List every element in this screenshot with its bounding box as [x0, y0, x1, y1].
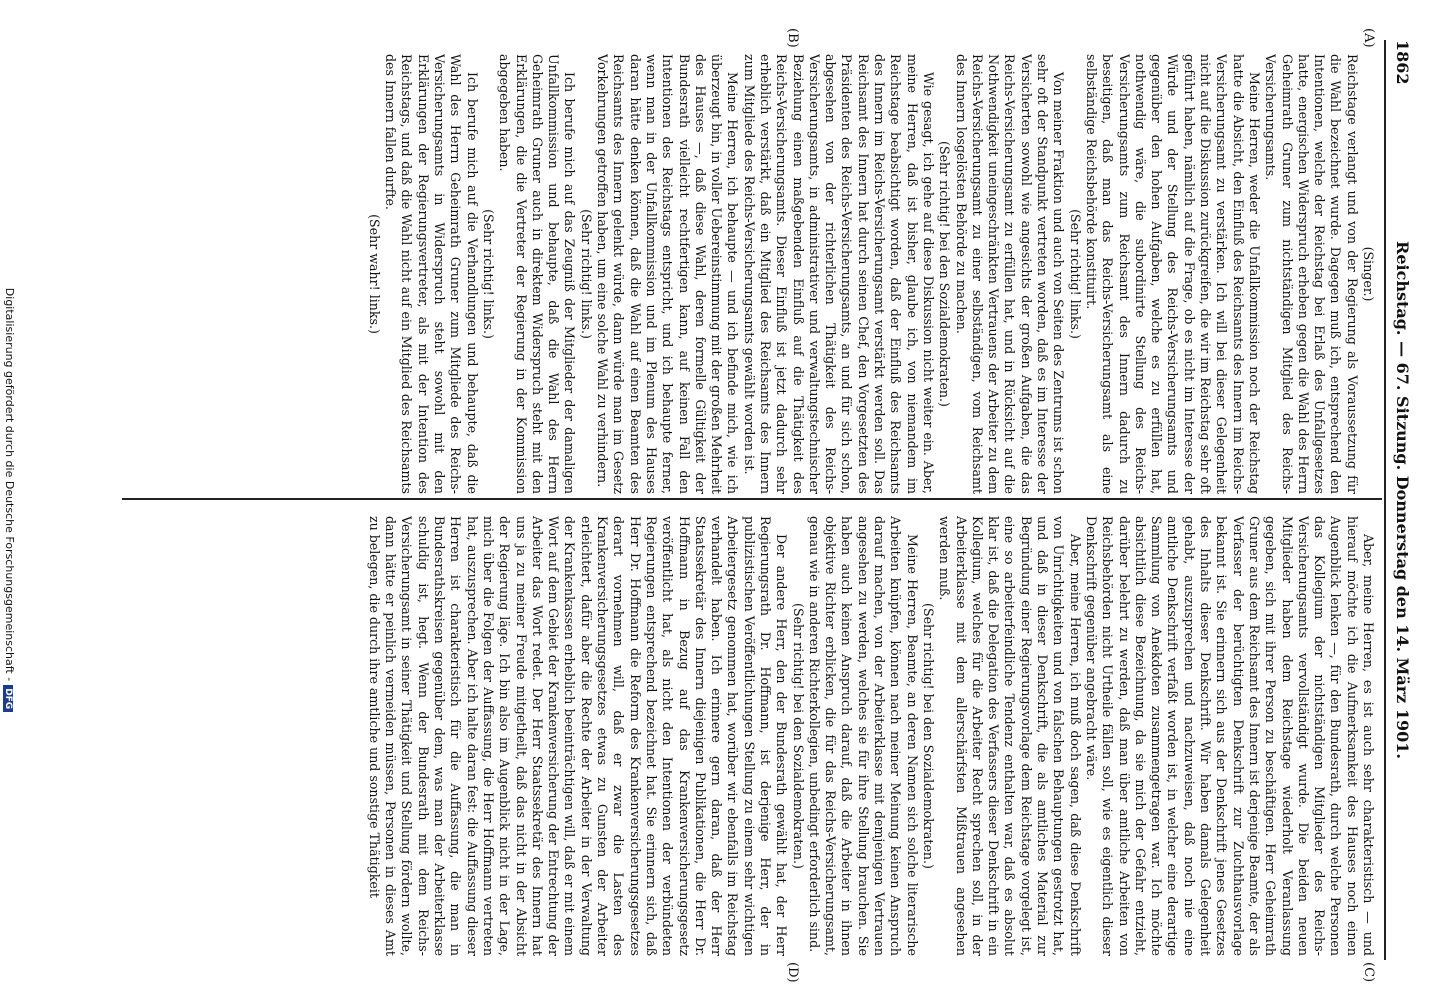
page-number: 1862 — [1393, 40, 1412, 85]
paragraph: Meine Herren, ich behaupte — und ich befinde mich, wie ich überzeugt bin, in voller Uebereinstimmung mit der großen Mehrheit des Hauses —, daß diese Wahl, deren formelle Gültigkeit der Bundesrath vielleicht rechtfertigen kann, auf keinen Fall den Intentionen des Reichstags entspricht, und ich behaupte ferner, wenn man in der Unfallkommission und im Plenum des Hauses daran hätte denken können, daß die Wahl auf einen Beamten des Reichsamts des Innern gelenkt würde, dann würde man im Gesetz Vorkehrungen getroffen haben, um eine solche Wahl zu verhindern. — [595, 54, 741, 494]
margin-marker-c: (C) — [1361, 962, 1376, 983]
left-text-column — [116, 54, 1376, 494]
interjection: (Sehr richtig! links.) — [1067, 209, 1083, 339]
interjection: (Singer.) — [1361, 246, 1376, 302]
footer-text: Digitalisierung gefördert durch die Deutsche Forschungsgemeinschaft - — [3, 287, 16, 682]
page-header — [1382, 40, 1412, 960]
right-text-column — [116, 516, 1376, 956]
interjection: (Sehr richtig! links.) — [578, 209, 594, 339]
interjection: (Sehr richtig! links.) — [480, 209, 496, 339]
paragraph: Aber, meine Herren, es ist auch sehr charakteristisch — und hierauf möchte ich die Aufmerksamkeit des Hauses noch einen Augenblick lenken —, für den Bundesrath, durch welche Personen das Kollegium der nichtständigen Mitglieder des Reichs-Versicherungsamts vervollständigt wurde. Die beiden neuen Mitglieder haben dem Reichstage wiederholt Veranlassung gegeben, sich mit ihrer Person zu beschäftigen. Herr Geheimrath Gruner aus dem Reichsamt des Innern ist derjenige Beamte, der als Verfasser der berüchtigten Denkschrift zur Zuchthausvorlage bekannt ist. Sie erinnern sich aus der Denkschrift jenes Gesetzes des Inhalts dieser Denkschrift. Wir haben damals Gelegenheit gehabt, auszusprechen und nachzuweisen, daß noch nie eine amtliche Denkschrift verfaßt worden ist, in welcher eine derartige Sammlung von Anekdoten zusammengetragen war. Ich möchte absichtlich diese Bezeichnung, da sie mich der Gefahr entzieht, darüber belehrt zu werden, daß man über amtliche Arbeiten von Reichsbehörden nicht Urtheile fällen soll, wie es eigentlich dieser Denkschrift gegenüber angebracht wäre. — [1083, 516, 1376, 956]
paragraph: Von meiner Fraktion und auch von Seiten des Zentrums ist schon sehr oft der Standpunkt vertreten worden, daß es im Interesse der Versicherten sowohl wie angesichts der großen Aufgaben, die das Reichs-Versicherungsamt zu erfüllen hat, und in Rücksicht auf die Nothwendigkeit uneingeschränkten Vertrauens der Arbeiter zu dem Reichs-Versicherungsamt zu einer selbständigen, vom Reichsamt des Innern losgelösten Behörde zu machen. — [953, 54, 1067, 494]
paragraph: Ich berufe mich auf das Zeugniß der Mitglieder der damaligen Unfallkommission und behaupte, daß die Wahl des Herrn Geheimrath Gruner auch in direktem Widerspruch steht mit den Erklärungen, die die Vertreter der Regierung in der Kommission abgegeben haben. — [497, 54, 578, 494]
paragraph: Ich berufe mich auf die Verhandlungen und behaupte, daß die Wahl des Herrn Geheimrath Gruner zum Mitgliede des Reichs-Versicherungsamts in Widerspruch steht sowohl mit den Erklärungen der Regierungsvertreter, als mit der Intention des Reichstags, und daß die Wahl nicht auf ein Mitglied des Reichsamts des Innern fallen durfte. — [383, 54, 480, 494]
interjection: (Sehr richtig! bei den Sozialdemokraten.) — [937, 141, 953, 407]
margin-marker-a: (A) — [1361, 28, 1376, 48]
digitization-footer — [3, 0, 16, 1000]
header-rule — [1384, 40, 1386, 960]
paragraph: Der andere Herr, den der Bundesrath gewählt hat, der Herr Regierungsrath Dr. Hoffmann, ist derjenige Herr, der in publizistischen Veröffentlichungen Stellung zu einem sehr wichtigen Arbeitergesetz genommen hat, worüber wir ebenfalls im Reichstag verhandelt haben. Ich erinnere gern daran, daß der Herr Staatssekretär des Innern diejenigen Publikationen, die Herr Dr. Hoffmann in Bezug auf das Krankenversicherungsgesetz veröffentlicht hat, als nicht den Intentionen der verbündeten Regierungen entsprechend bezeichnet hat. Sie erinnern sich, daß Herr Dr. Hoffmann die Reform des Krankenversicherungsgesetzes derart vornehmen will, daß er zwar die Lasten des Krankenversicherungsgesetzes etwas zu Gunsten der Arbeiter erleichtert, dafür aber die Rechte der Arbeiter in der Verwaltung der Krankenkassen erheblich beeinträchtigen will, daß er mit einem Wort auf dem Gebiet der Krankenversicherung der Entrechtung der Arbeiter das Wort redet. Der Herr Staatssekretär des Innern hat uns ja zu meiner Freude mitgetheilt, daß das nicht in der Absicht der Regierung läge. Ich bin also im Augenblick nicht in der Lage, mich über die Folgen der Auffassung, die Herr Hoffmann vertreten hat, auszusprechen. Aber ich halte daran fest: die Auffassung dieser Herren ist charakteristisch für die Auffassung, die man in Bundesrathskreisen gegenüber dem, was man der Arbeiterklasse schuldig ist, hegt. Wenn der Bundesrath mit dem Reichs-Versicherungsamt in seiner Thätigkeit und Stellung fördern wollte, dann hätte er peinlich vermeiden müssen, Personen in dieses Amt zu belegen, die durch ihre amtliche und sonstige Thätigkeit — [366, 516, 790, 956]
paragraph: Meine Herren, Beamte, an deren Namen sich solche literarische Arbeiten knüpfen, können nach meiner Meinung keinen Anspruch darauf machen, von der Arbeiterklasse mit demjenigen Vertrauen angesehen zu werden, welches sie für ihre Stellung brauchen. Sie haben auch keinen Anspruch darauf, daß die Arbeiter in ihnen objektive Richter erblicken, die für das Reichs-Versicherungsamt, genau wie in anderen Richterkollegien, unbedingt erforderlich sind. — [806, 516, 920, 956]
paragraph: Aber, meine Herren, ich muß doch sagen, daß diese Denkschrift von Unrichtigkeiten und von falschen Behauptungen gestrotzt hat, und daß in dieser Denkschrift, die als amtliches Material zur Begründung einer Regierungsvorlage dem Reichstage vorgelegt ist, eine so arbeiterfeindliche Tendenz enthalten war, daß es absolut klar ist, daß die Delegation des Verfassers dieser Denkschrift in ein Kollegium, welches für die Arbeiter Recht sprechen soll, in der Arbeiterklasse mit dem allerschärfsten Mißtrauen angesehen werden muß. — [937, 516, 1083, 956]
column-divider — [122, 498, 1382, 500]
page-title: Reichstag. — 67. Sitzung. Donnerstag den 14. März 1901. — [1393, 241, 1412, 759]
interjection: (Sehr richtig! bei den Sozialdemokraten.) — [790, 603, 806, 869]
margin-marker-d: (D) — [785, 962, 800, 983]
dfg-logo: DFG — [3, 685, 13, 712]
interjection: (Sehr richtig! bei den Sozialdemokraten.) — [920, 603, 936, 869]
interjection: (Sehr wahr! links.) — [366, 214, 382, 334]
paragraph: Meine Herren, weder die Unfallkommission noch der Reichstag hatte die Absicht, den Einfluß des Reichsamts des Innern im Reichs-Versicherungsamt zu verstärken. Ich will bei dieser Gelegenheit nicht auf die Diskussion zurückgreifen, die wir im Reichstag sehr oft geführt haben, nämlich auf die Frage, ob es nicht im Interesse der Würde und der Stellung des Reichs-Versicherungsamts und gegenüber den hohen Aufgaben, welche es zu erfüllen hat, nothwendig wäre, die subordinirte Stellung des Reichs-Versicherungsamts zum Reichsamt des Innern dadurch zu beseitigen, daß man das Reichs-Versicherungsamt als eine selbständige Reichsbehörde konstituirt. — [1083, 54, 1262, 494]
paragraph: Reichstage verlangt und von der Regierung als Voraussetzung für die Wahl bezeichnet wurde. Dagegen muß ich, entsprechend den Intentionen, welche der Reichstag bei Erlaß des Unfallgesetzes hatte, energischen Widerspruch erheben gegen die Wahl des Herrn Geheimrath Gruner zum nichtständigen Mitglied des Reichs-Versicherungsamts. — [1263, 54, 1360, 494]
paragraph: Wie gesagt, ich gehe auf diese Diskussion nicht weiter ein. Aber, meine Herren, daß ist bisher, glaube ich, von niemandem im Reichstage beabsichtigt worden, daß der Einfluß des Reichsamts des Innern im Reichs-Versicherungsamt verstärkt werden soll. Das Reichsamt des Innern hat durch seinen Chef, den Vorgesetzten des Präsidenten des Reichs-Versicherungsamts, an und für sich schon, abgesehen von der richterlichen Thätigkeit des Reichs-Versicherungsamts, in administrativer und verwaltungstechnischer Beziehung einen maßgebenden Einfluß auf die Thätigkeit des Reichs-Versicherungsamts. Dieser Einfluß ist jetzt dadurch sehr erheblich verstärkt, daß ein Mitglied des Reichsamts des Innern zum Mitgliede des Reichs-Versicherungsamts gewählt worden ist. — [741, 54, 936, 494]
margin-marker-b: (B) — [785, 28, 800, 48]
